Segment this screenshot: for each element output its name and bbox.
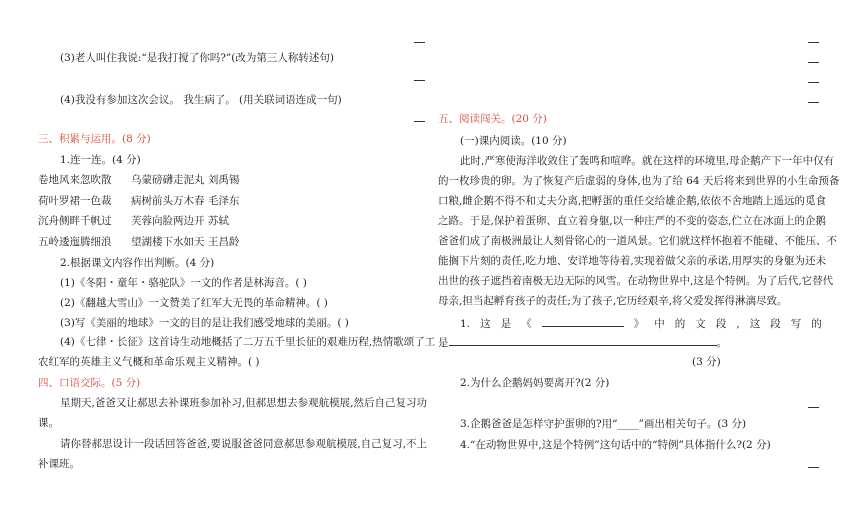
passage-line-7: 出世的孩子遮挡着南极无边无际的风雪。在动物世界中,这是个特例。为了后代,它替代: [438, 275, 834, 287]
answer-line: [808, 467, 819, 468]
answer-line: [414, 80, 425, 81]
match-left-1: 卷地风来忽吹散: [38, 174, 112, 186]
q1-word: 这: [749, 318, 761, 330]
section-3-heading: 三、积累与运用。(8 分): [38, 133, 151, 145]
oral-line-1: 星期天,爸爸又让郝思去补课班参加补习,但郝思想去参观航模展,然后自己复习功: [60, 397, 428, 409]
match-right-4: 望湖楼下水如天 王昌龄: [131, 236, 240, 248]
passage-line-4: 之路。于是,保护着蛋卵、直立着身躯,以一种庄严的不变的姿态,伫立在冰面上的企鹅: [438, 215, 827, 227]
question-3: (3)老人叫住我说:“是我打搅了你吗?”(改为第三人称转述句): [60, 52, 334, 64]
title-blank[interactable]: [542, 316, 624, 327]
subsection-title: (一)课内阅读。(10 分): [460, 135, 567, 147]
judge-title: 2.根据课文内容作出判断。(4 分): [60, 257, 215, 269]
answer-line: [808, 102, 819, 103]
reading-question-4: 4.“在动物世界中,这是个特例”这句话中的“特例”具体指什么?(2 分): [460, 439, 771, 451]
q1-word: 1.: [460, 318, 471, 330]
passage-line-5: 爸爸们成了南极洲最让人刻骨铭心的一道风景。它们就这样怀抱着不能碰、不能压、不: [438, 235, 837, 247]
answer-line: [414, 42, 425, 43]
q1-word: ,: [736, 318, 740, 330]
passage-line-6: 能搁下片刻的责任,吃力地、安详地等待着,实现着做父亲的承诺,用厚实的身躯为还未: [438, 255, 827, 267]
judge-item-1: (1)《冬阳・童年・骆驼队》一文的作者是林海音。( ): [60, 277, 307, 289]
q1-word: 《: [521, 318, 532, 330]
oral-line-4: 补课班。: [38, 458, 80, 470]
match-right-1: 乌蒙磅礴走泥丸 刘禹锡: [131, 174, 240, 186]
passage-line-1: 此时,严寒使海洋收敛住了轰鸣和喧哗。就在这样的环境里,母企鹅产下一年中仅有: [460, 155, 835, 167]
q1-word: 这: [480, 318, 491, 330]
q1-word: 的: [811, 318, 822, 330]
reading-question-1: [460, 316, 822, 331]
q1-word: 写: [790, 318, 802, 330]
answer-line: [808, 407, 819, 408]
judge-item-3: (3)写《美丽的地球》一文的目的是让我们感受地球的美丽。( ): [60, 317, 349, 329]
passage-line-8: 母亲,担当起孵育孩子的责任;为了孩子,它历经艰辛,将父爱发挥得淋漓尽致。: [438, 295, 788, 307]
judge-item-4: (4)《七律・长征》这首诗生动地概括了二万五千里长征的艰难历程,热情歌颂了工: [60, 336, 436, 348]
reading-question-1-line-2: [438, 335, 727, 350]
answer-line: [808, 62, 819, 63]
question-4: (4)我没有参加这次会议。 我生病了。 (用关联词语连成一句): [60, 94, 342, 106]
section-5-heading: 五、阅读闯关。(20 分): [438, 113, 547, 125]
q1-word: 中: [654, 318, 665, 330]
q1-word: 段: [715, 318, 727, 330]
q1-word: 的: [674, 318, 686, 330]
judge-item-4-cont: 农红军的英雄主义气概和革命乐观主义精神。( ): [38, 356, 260, 368]
passage-line-2: 的一枚珍贵的卵。为了恢复产后虚弱的身体,也为了给 64 天后将来到世界的小生命预备: [438, 175, 840, 187]
match-left-2: 荷叶罗裙一色裁: [38, 195, 112, 207]
answer-line: [808, 82, 819, 83]
q1-word: 文: [695, 318, 706, 330]
passage-line-3: 口粮,雌企鹅不得不和丈夫分离,把孵蛋的重任交给雄企鹅,依依不舍地踏上遥远的觅食: [438, 195, 827, 207]
q1-word: 是: [438, 337, 449, 349]
reading-question-2: 2.为什么企鹅妈妈要离开?(2 分): [460, 377, 610, 389]
q1-word: 段: [770, 318, 781, 330]
q1-word: 是: [500, 318, 512, 330]
q1-word: 》: [633, 318, 645, 330]
q1-period: 。: [716, 337, 727, 349]
section-4-heading: 四、口语交际。(5 分): [38, 377, 141, 389]
answer-line: [414, 121, 425, 122]
match-right-3: 芙蓉向脸两边开 苏轼: [131, 215, 229, 227]
matching-title: 1.连一连。(4 分): [60, 154, 141, 166]
q1-score: (3 分): [692, 356, 721, 368]
match-left-3: 沉舟侧畔千帆过: [38, 215, 112, 227]
content-blank[interactable]: [449, 335, 717, 346]
reading-question-3: 3.企鹅爸爸是怎样守护蛋卵的?用“____”画出相关句子。(3 分): [460, 418, 747, 430]
match-right-2: 病树前头万木春 毛泽东: [131, 195, 240, 207]
oral-line-3: 请你替郝思设计一段话回答爸爸,要说服爸爸同意郝思参观航模展,自己复习,不上: [60, 438, 428, 450]
judge-item-2: (2)《翻越大雪山》一文赞美了红军大无畏的革命精神。( ): [60, 297, 328, 309]
oral-line-2: 课。: [38, 417, 59, 429]
match-left-4: 五岭逶迤腾细浪: [38, 236, 112, 248]
answer-line: [808, 42, 819, 43]
